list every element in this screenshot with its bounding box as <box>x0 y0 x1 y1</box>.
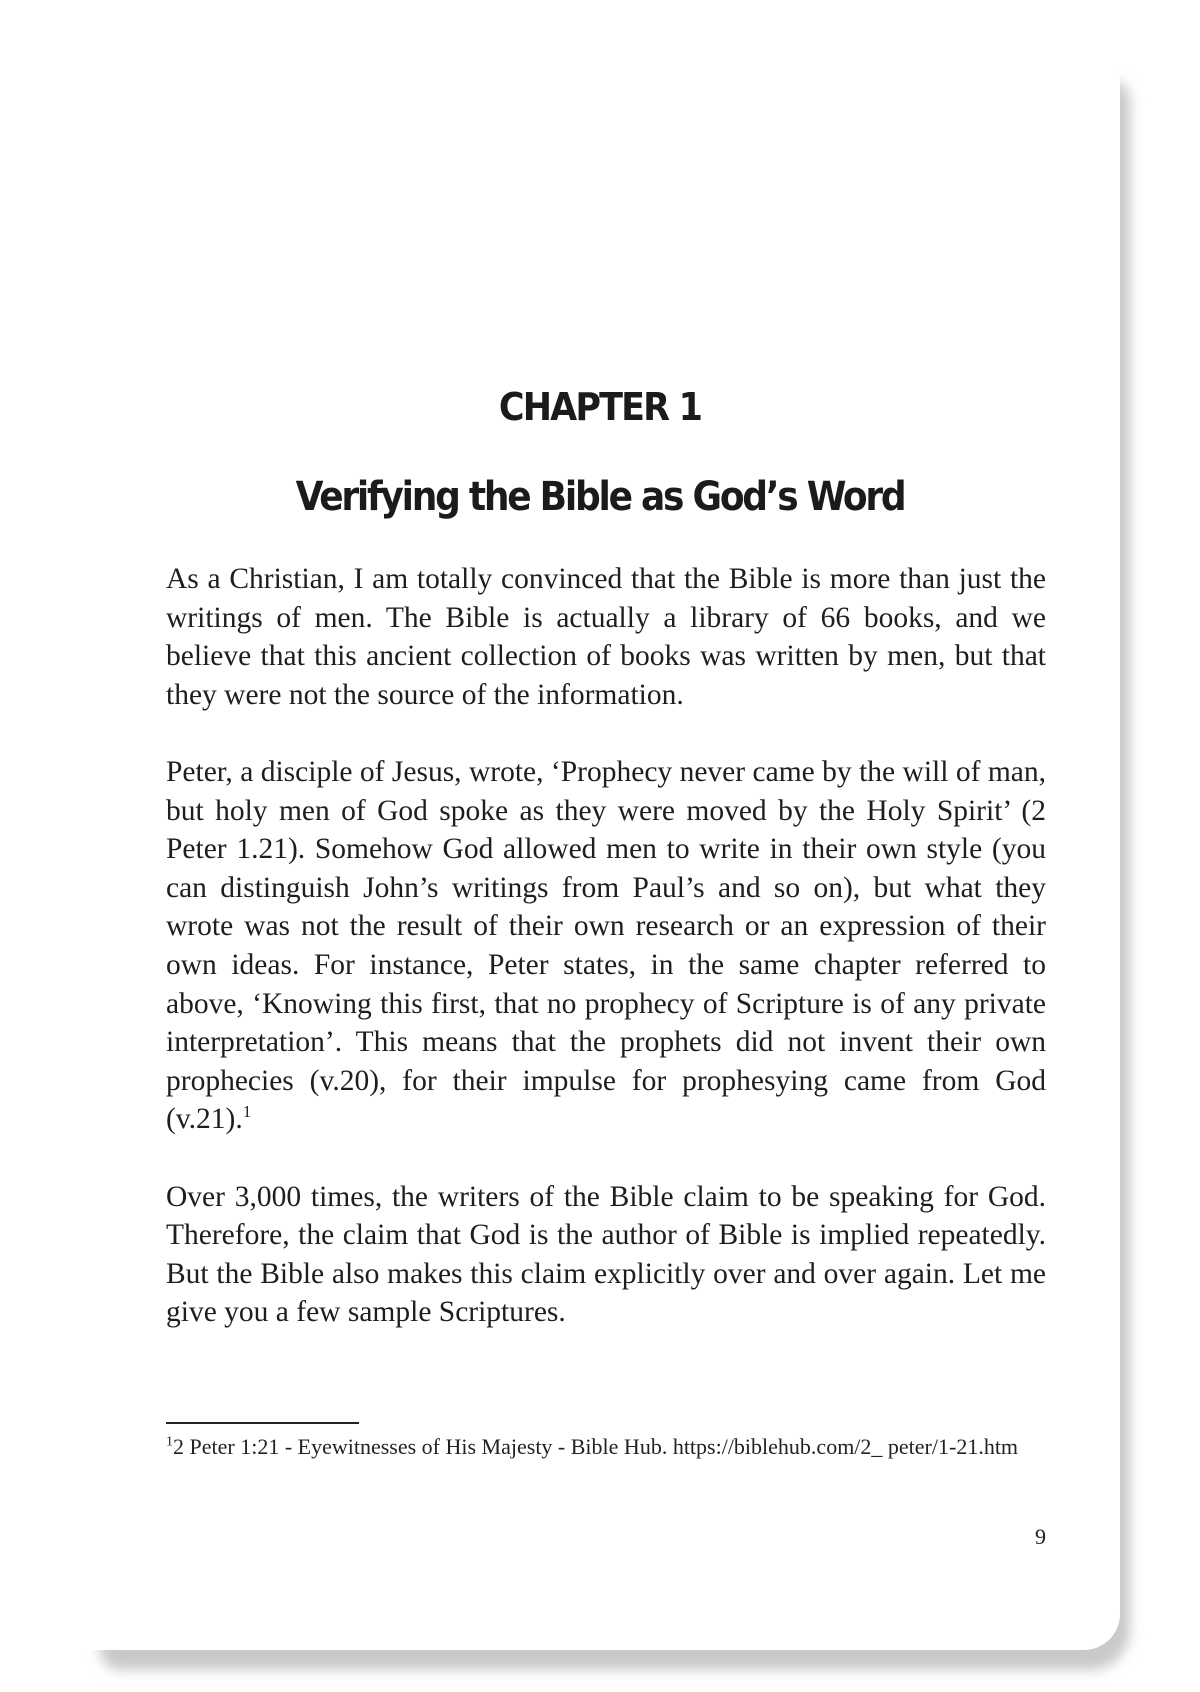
body-text <box>166 560 1046 1332</box>
footnote-marker: 1 <box>166 1434 173 1450</box>
paragraph-1-text: As a Christian, I am totally convinced that the Bible is more than just the writings of men. The Bible is actually a library of 66 books, and we believe that this ancient collection of books was written by men, but that they were not the source of the information. <box>166 563 1046 711</box>
footnote <box>166 1432 1046 1461</box>
chapter-label: CHAPTER 1 <box>498 385 702 429</box>
paragraph-3-text: Over 3,000 times, the writers of the Bible claim to be speaking for God. Therefore, the claim that God is the author of Bible is implied repeatedly. But the Bible also makes this claim explicitly over and over again. Let me give you a few sample Scriptures. <box>166 1180 1046 1329</box>
page-number: 9 <box>1035 1524 1046 1549</box>
chapter-title: Verifying the Bible as God’s Word <box>295 474 905 520</box>
footnote-reference[interactable]: 1 <box>242 1102 252 1122</box>
paragraph-2-text: Peter, a disciple of Jesus, wrote, ‘Prophecy never came by the will of man, but holy men of God spoke as they were moved by the Holy Spirit’ (2 Peter 1.21). Somehow God allowed men to write in their own style (you can distinguish John’s writings from Paul’s and so on), but what they wrote was not the result of their own research or an expression of their own ideas. For instance, Peter states, in the same chapter referred to above, ‘Knowing this first, that no prophecy of Scripture is of any private interpretation’. This means that the prophets did not invent their own prophecies (v.20), for their impulse for prophesying came from God (v.21). <box>166 755 1046 1136</box>
paragraph-1 <box>166 560 1046 714</box>
footnote-text: 2 Peter 1:21 - Eyewitnesses of His Majesty - Bible Hub. https://biblehub.com/2_ peter/1-21.htm <box>173 1434 1019 1459</box>
paragraph-3 <box>166 1178 1046 1332</box>
footnote-divider <box>166 1422 359 1424</box>
paragraph-2 <box>166 753 1046 1139</box>
